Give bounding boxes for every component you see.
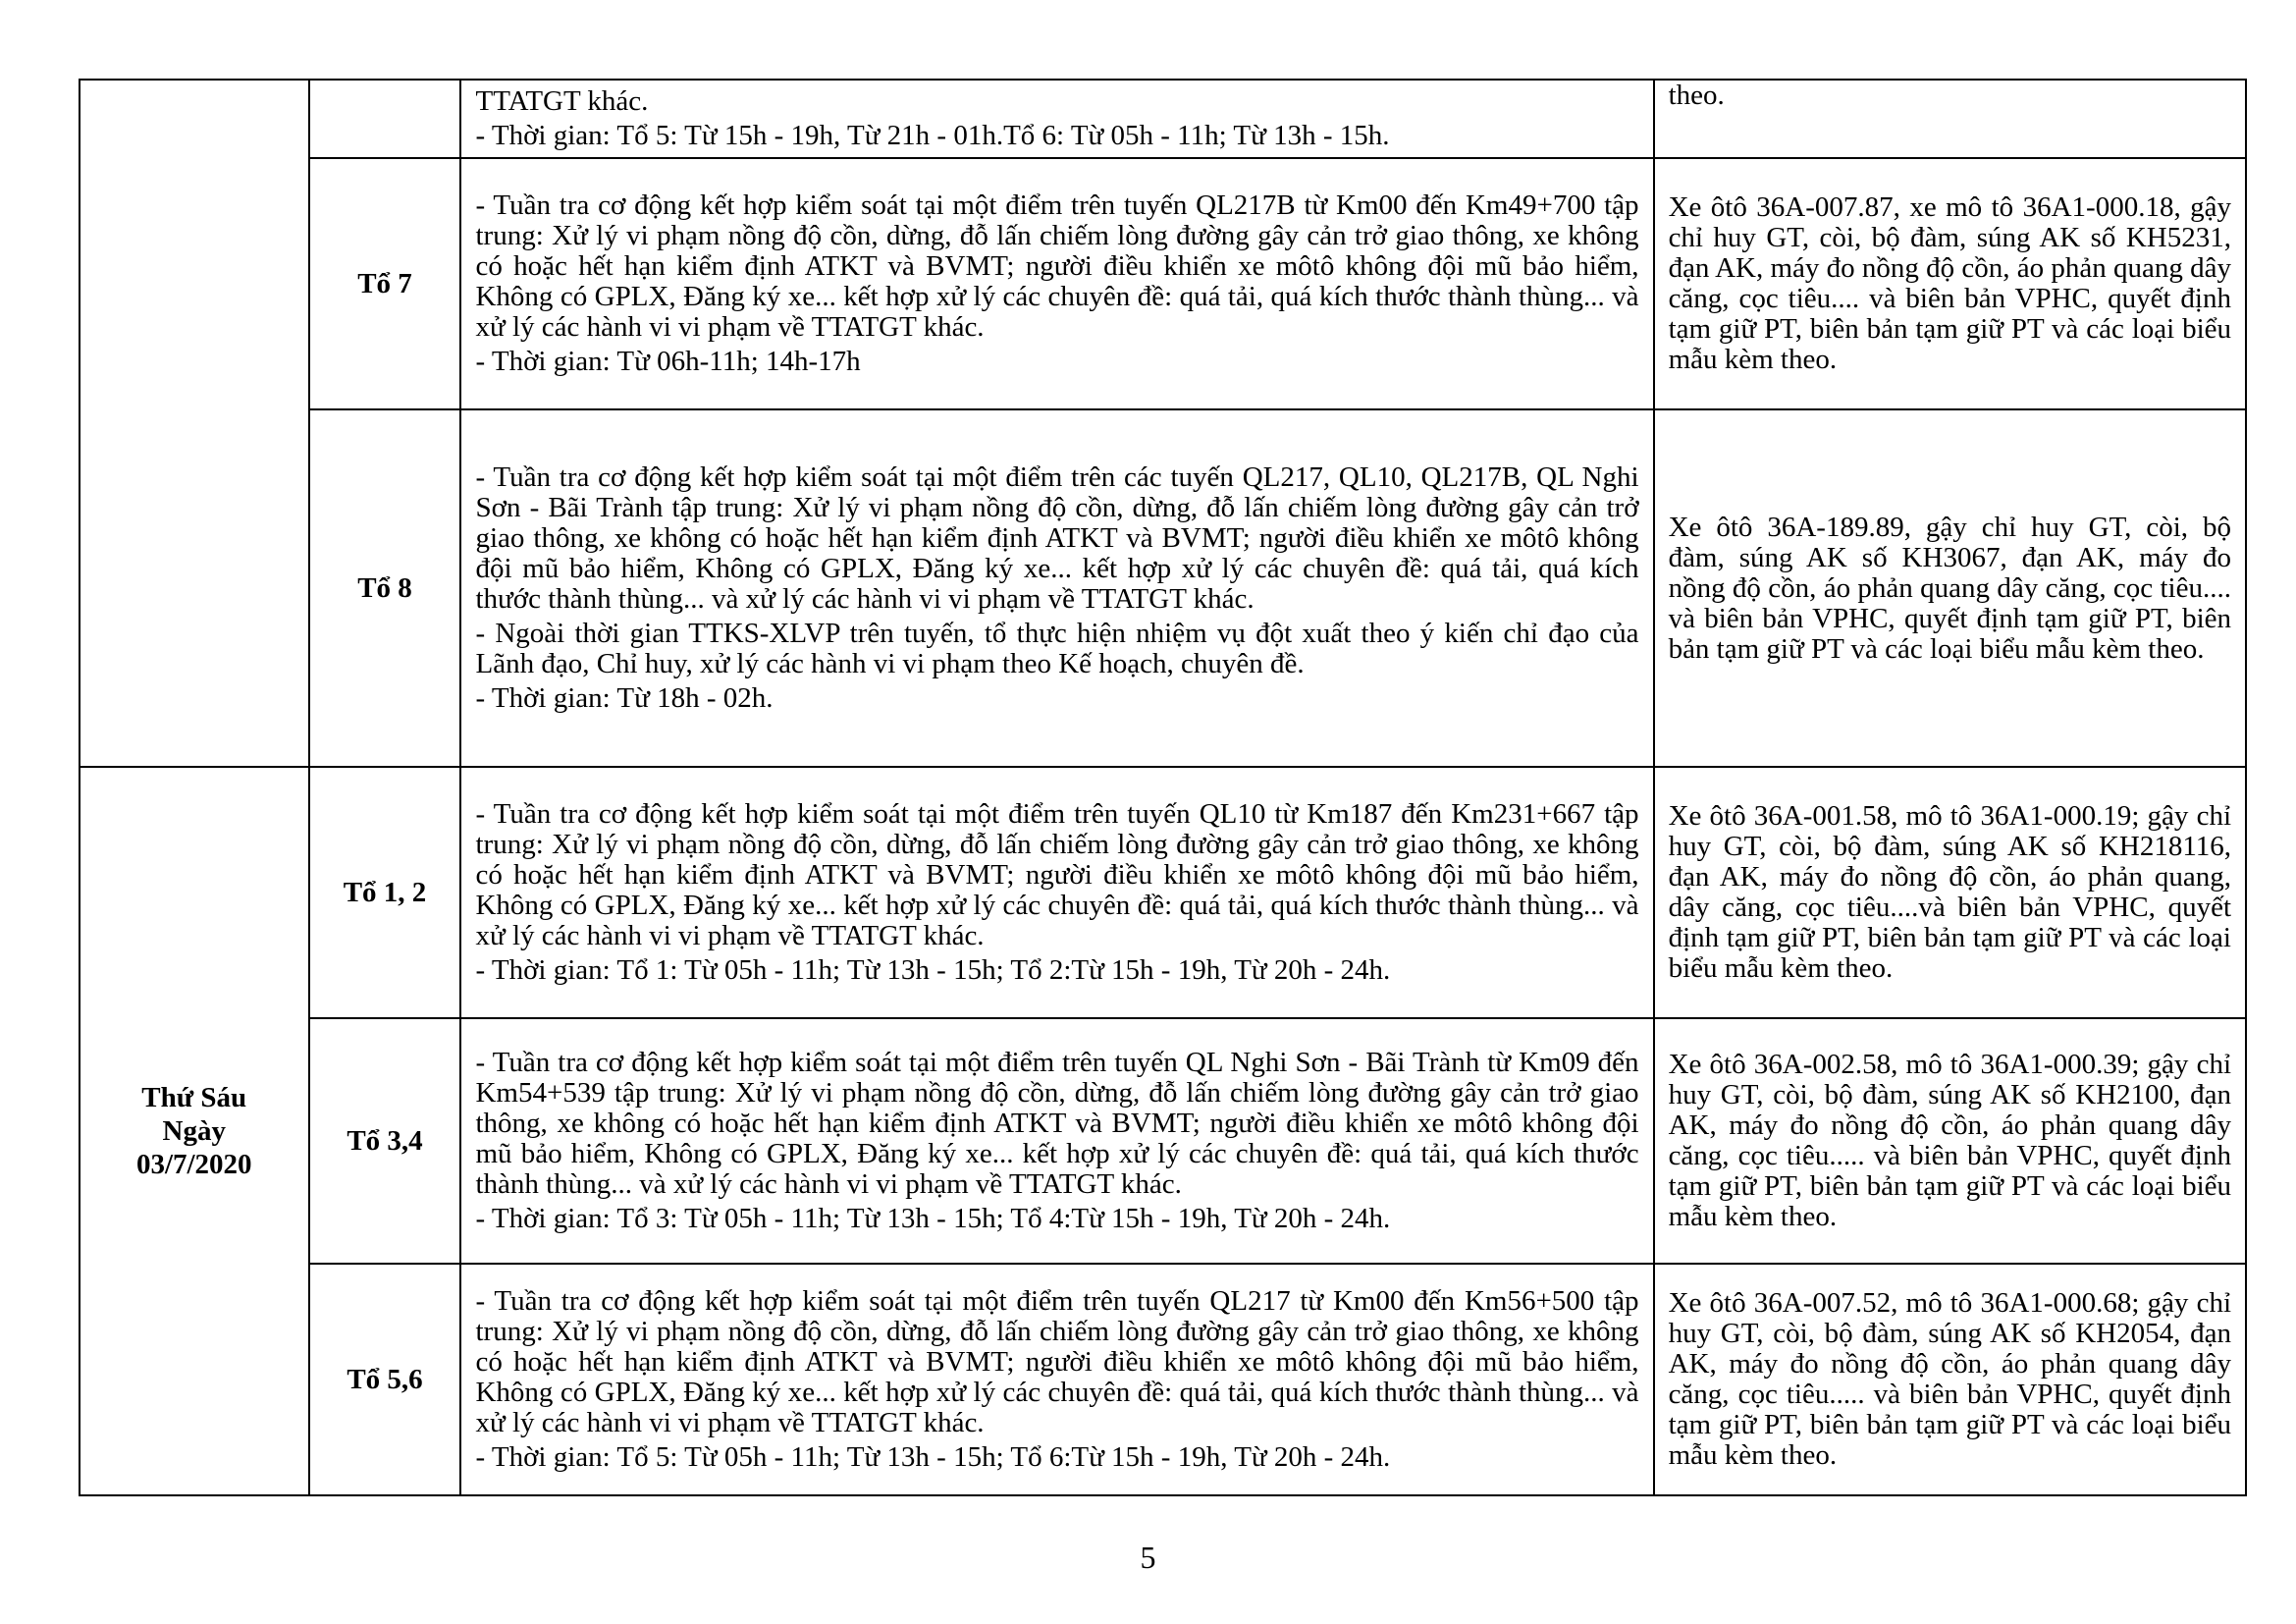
schedule-table (79, 79, 2247, 1496)
page-number: 5 (1140, 1540, 1156, 1575)
equipment-cell: Xe ôtô 36A-002.58, mô tô 36A1-000.39; gậy chỉ huy GT, còi, bộ đàm, súng AK số KH2100, đạn AK, máy đo nồng độ cồn, áo phản quang dây căng, cọc tiêu..... và biên bản VPHC, quyết định tạm giữ PT, biên bản tạm giữ PT và các loại biểu mẫu kèm theo. (1654, 1018, 2246, 1264)
task-cell (460, 80, 1653, 158)
table-row (80, 409, 2246, 767)
team-cell: Tổ 5,6 (309, 1264, 461, 1495)
team-cell (309, 80, 461, 158)
task-cell (460, 767, 1653, 1018)
time-text: - Thời gian: Tổ 5: Từ 15h - 19h, Từ 21h - 01h.Tổ 6: Từ 05h - 11h; Từ 13h - 15h. (475, 120, 1390, 151)
equipment-cell: Xe ôtô 36A-189.89, gậy chỉ huy GT, còi, bộ đàm, súng AK số KH3067, đạn AK, máy đo nồng độ cồn, áo phản quang dây căng, cọc tiêu.... và biên bản VPHC, quyết định tạm giữ PT, biên bản tạm giữ PT và các loại biểu mẫu kèm theo. (1654, 409, 2246, 767)
task-text: - Tuần tra cơ động kết hợp kiểm soát tại một điểm trên tuyến QL217 từ Km00 đến Km56+500 tập trung: Xử lý vi phạm nồng độ cồn, dừng, đỗ lấn chiếm lòng đường gây cản trở giao thông, xe không có hoặc hết hạn kiểm định ATKT và BVMT; người điều khiển xe môtô không đội mũ bảo hiểm, Không có GPLX, Đăng ký xe... kết hợp xử lý các chuyên đề: quá tải, quá kích thước thành thùng... và xử lý các hành vi vi phạm về TTATGT khác. (475, 1285, 1639, 1438)
task-text: - Tuần tra cơ động kết hợp kiểm soát tại một điểm trên tuyến QL Nghi Sơn - Bãi Trành từ Km09 đến Km54+539 tập trung: Xử lý vi phạm nồng độ cồn, dừng, đỗ lấn chiếm lòng đường gây cản trở giao thông, xe không có hoặc hết hạn kiểm định ATKT và BVMT; người điều khiển xe môtô không đội mũ bảo hiểm, Không có GPLX, Đăng ký xe... kết hợp xử lý các chuyên đề: quá tải, quá kích thước thành thùng... và xử lý các hành vi vi phạm về TTATGT khác. (475, 1047, 1639, 1200)
time-text: - Thời gian: Tổ 1: Từ 05h - 11h; Từ 13h - 15h; Tổ 2:Từ 15h - 19h, Từ 20h - 24h. (475, 954, 1391, 986)
time-text: - Thời gian: Từ 18h - 02h. (475, 682, 774, 714)
equipment-cell: Xe ôtô 36A-007.52, mô tô 36A1-000.68; gậy chỉ huy GT, còi, bộ đàm, súng AK số KH2054, đạn AK, máy đo nồng độ cồn, áo phản quang dây căng, cọc tiêu..... và biên bản VPHC, quyết định tạm giữ PT, biên bản tạm giữ PT và các loại biểu mẫu kèm theo. (1654, 1264, 2246, 1495)
table-row (80, 1264, 2246, 1495)
task-text: TTATGT khác. (475, 85, 649, 117)
task-text: - Ngoài thời gian TTKS-XLVP trên tuyến, tổ thực hiện nhiệm vụ đột xuất theo ý kiến chỉ đạo của Lãnh đạo, Chỉ huy, xử lý các hành vi vi phạm theo Kế hoạch, chuyên đề. (475, 618, 1639, 679)
task-text: - Tuần tra cơ động kết hợp kiểm soát tại một điểm trên tuyến QL10 từ Km187 đến Km231+667 tập trung: Xử lý vi phạm nồng độ cồn, dừng, đỗ lấn chiếm lòng đường gây cản trở giao thông, xe không có hoặc hết hạn kiểm định ATKT và BVMT; người điều khiển xe môtô không đội mũ bảo hiểm, Không có GPLX, Đăng ký xe... kết hợp xử lý các chuyên đề: quá tải, quá kích thước thành thùng... và xử lý các hành vi vi phạm về TTATGT khác. (475, 798, 1639, 951)
table-row (80, 767, 2246, 1018)
equipment-cell: theo. (1654, 80, 2246, 158)
team-cell: Tổ 7 (309, 158, 461, 409)
day-cell-previous (80, 80, 309, 767)
task-text: - Tuần tra cơ động kết hợp kiểm soát tại một điểm trên tuyến QL217B từ Km00 đến Km49+700 tập trung: Xử lý vi phạm nồng độ cồn, dừng, đỗ lấn chiếm lòng đường gây cản trở giao thông, xe không có hoặc hết hạn kiểm định ATKT và BVMT; người điều khiển xe môtô không đội mũ bảo hiểm, Không có GPLX, Đăng ký xe... kết hợp xử lý các chuyên đề: quá tải, quá kích thước thành thùng... và xử lý các hành vi vi phạm về TTATGT khác. (475, 189, 1639, 343)
day-date: 03/7/2020 (135, 1149, 252, 1180)
time-text: - Thời gian: Từ 06h-11h; 14h-17h (475, 346, 861, 377)
task-cell (460, 158, 1653, 409)
table-row (80, 80, 2246, 158)
day-cell-friday (80, 767, 309, 1495)
equipment-cell: Xe ôtô 36A-007.87, xe mô tô 36A1-000.18, gậy chỉ huy GT, còi, bộ đàm, súng AK số KH5231, đạn AK, máy đo nồng độ cồn, áo phản quang dây căng, cọc tiêu.... và biên bản VPHC, quyết định tạm giữ PT, biên bản tạm giữ PT và các loại biểu mẫu kèm theo. (1654, 158, 2246, 409)
team-cell: Tổ 1, 2 (309, 767, 461, 1018)
table-row (80, 1018, 2246, 1264)
equipment-cell: Xe ôtô 36A-001.58, mô tô 36A1-000.19; gậy chỉ huy GT, còi, bộ đàm, súng AK số KH218116, đạn AK, máy đo nồng độ cồn, áo phản quang, dây căng, cọc tiêu....và biên bản VPHC, quyết định tạm giữ PT, biên bản tạm giữ PT và các loại biểu mẫu kèm theo. (1654, 767, 2246, 1018)
task-text: - Tuần tra cơ động kết hợp kiểm soát tại một điểm trên các tuyến QL217, QL10, QL217B, QL Nghi Sơn - Bãi Trành tập trung: Xử lý vi phạm nồng độ cồn, dừng, đỗ lấn chiếm lòng đường gây cản trở giao thông, xe không có hoặc hết hạn kiểm định ATKT và BVMT; người điều khiển xe môtô không đội mũ bảo hiểm, Không có GPLX, Đăng ký xe... kết hợp xử lý các chuyên đề: quá tải, quá kích thước thành thùng... và xử lý các hành vi vi phạm về TTATGT khác. (475, 461, 1639, 615)
team-cell: Tổ 8 (309, 409, 461, 767)
task-cell (460, 1018, 1653, 1264)
team-cell: Tổ 3,4 (309, 1018, 461, 1264)
day-name: Thứ Sáu (141, 1082, 247, 1113)
day-label: Ngày (162, 1115, 226, 1147)
time-text: - Thời gian: Tổ 5: Từ 05h - 11h; Từ 13h - 15h; Tổ 6:Từ 15h - 19h, Từ 20h - 24h. (475, 1441, 1391, 1473)
task-cell (460, 409, 1653, 767)
task-cell (460, 1264, 1653, 1495)
time-text: - Thời gian: Tổ 3: Từ 05h - 11h; Từ 13h - 15h; Tổ 4:Từ 15h - 19h, Từ 20h - 24h. (475, 1203, 1391, 1234)
table-row (80, 158, 2246, 409)
